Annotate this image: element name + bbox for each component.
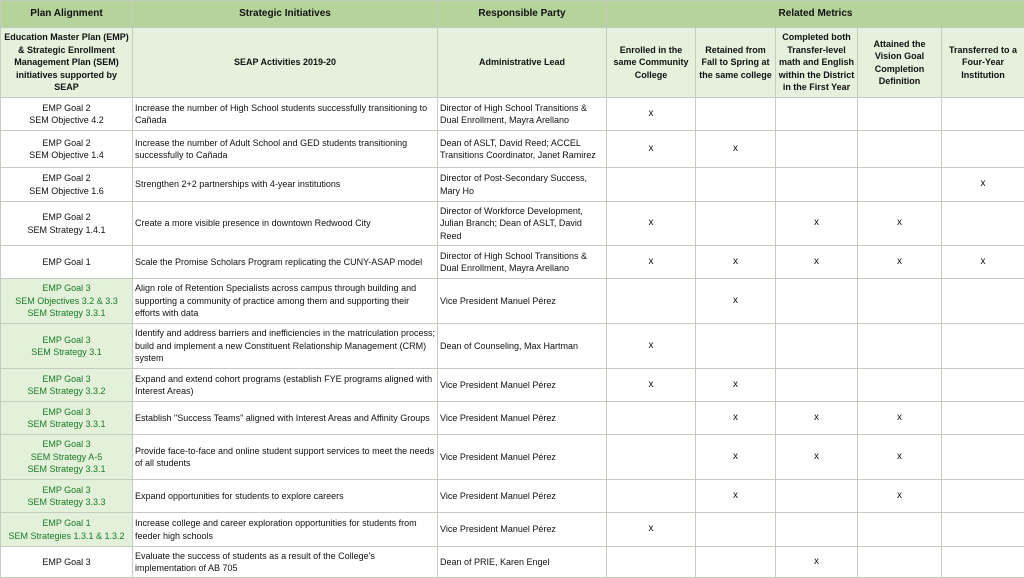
plan-line: EMP Goal 3 xyxy=(3,282,130,295)
metric-cell xyxy=(858,98,942,131)
plan-line: EMP Goal 1 xyxy=(3,256,130,269)
metric-cell: x xyxy=(858,435,942,480)
activity-cell: Scale the Promise Scholars Program replicating the CUNY-ASAP model xyxy=(133,246,438,279)
metric-cell: x xyxy=(607,324,696,369)
metric-cell xyxy=(696,98,776,131)
metric-cell: x xyxy=(942,246,1024,279)
plan-line: EMP Goal 3 xyxy=(3,438,130,451)
table-row xyxy=(1,547,1024,578)
plan-cell xyxy=(1,513,133,547)
metric-cell: x xyxy=(607,513,696,547)
plan-cell xyxy=(1,279,133,324)
metric-cell xyxy=(942,324,1024,369)
table-row xyxy=(1,168,1024,202)
party-cell: Vice President Manuel Pérez xyxy=(438,279,607,324)
plan-cell xyxy=(1,246,133,279)
strategic-initiatives-header: Strategic Initiatives xyxy=(133,1,438,28)
plan-cell xyxy=(1,98,133,131)
plan-line: SEM Objectives 3.2 & 3.3 xyxy=(3,295,130,308)
metric-cell: x xyxy=(858,246,942,279)
metric-cell: x xyxy=(776,246,858,279)
metric-cell xyxy=(942,369,1024,402)
plan-line: SEM Strategies 1.3.1 & 1.3.2 xyxy=(3,530,130,543)
plan-cell xyxy=(1,369,133,402)
activity-cell: Increase college and career exploration opportunities for students from feeder high schools xyxy=(133,513,438,547)
activity-cell: Expand and extend cohort programs (establish FYE programs aligned with Interest Areas) xyxy=(133,369,438,402)
table-row xyxy=(1,246,1024,279)
metric-cell: x xyxy=(696,246,776,279)
activity-cell: Increase the number of High School students successfully transitioning to Cañada xyxy=(133,98,438,131)
metric-cell: x xyxy=(696,480,776,513)
party-cell: Dean of PRIE, Karen Engel xyxy=(438,547,607,578)
plan-cell xyxy=(1,402,133,435)
lead-subheader: Administrative Lead xyxy=(438,28,607,98)
party-cell: Director of Post-Secondary Success, Mary Ho xyxy=(438,168,607,202)
metric-cell xyxy=(776,98,858,131)
plan-line: EMP Goal 3 xyxy=(3,334,130,347)
plan-line: SEM Objective 1.6 xyxy=(3,185,130,198)
metric-cell xyxy=(607,480,696,513)
metric-cell: x xyxy=(696,402,776,435)
plan-line: SEM Strategy A-5 xyxy=(3,451,130,464)
activity-cell: Evaluate the success of students as a result of the College's implementation of AB 705 xyxy=(133,547,438,578)
metric-cell xyxy=(607,435,696,480)
party-cell: Dean of Counseling, Max Hartman xyxy=(438,324,607,369)
table-row xyxy=(1,131,1024,168)
metric-cell xyxy=(607,168,696,202)
party-cell: Vice President Manuel Pérez xyxy=(438,480,607,513)
metric-cell: x xyxy=(942,168,1024,202)
table-row xyxy=(1,513,1024,547)
table-row xyxy=(1,202,1024,246)
metric-cell xyxy=(942,480,1024,513)
table-row xyxy=(1,324,1024,369)
metric-cell xyxy=(607,402,696,435)
metric-cell xyxy=(858,279,942,324)
party-cell: Dean of ASLT, David Reed; ACCEL Transitions Coordinator, Janet Ramirez xyxy=(438,131,607,168)
activity-cell: Establish "Success Teams" aligned with Interest Areas and Affinity Groups xyxy=(133,402,438,435)
metric-cell xyxy=(776,480,858,513)
metric-cell xyxy=(858,324,942,369)
table-row xyxy=(1,98,1024,131)
metric-transferred-header: Transferred to a Four-Year Institution xyxy=(942,28,1024,98)
metric-cell: x xyxy=(607,246,696,279)
party-cell: Director of High School Transitions & Dual Enrollment, Mayra Arellano xyxy=(438,98,607,131)
metric-cell xyxy=(858,547,942,578)
metric-cell xyxy=(858,168,942,202)
plan-line: EMP Goal 3 xyxy=(3,373,130,386)
metric-cell xyxy=(607,279,696,324)
plan-line: SEM Strategy 3.1 xyxy=(3,346,130,359)
metric-cell: x xyxy=(696,131,776,168)
plan-alignment-header: Plan Alignment xyxy=(1,1,133,28)
plan-cell xyxy=(1,131,133,168)
plan-cell xyxy=(1,480,133,513)
metric-cell: x xyxy=(696,435,776,480)
metric-cell xyxy=(776,369,858,402)
plan-line: SEM Objective 4.2 xyxy=(3,114,130,127)
metric-cell xyxy=(607,547,696,578)
metric-cell: x xyxy=(607,202,696,246)
metric-retained-header: Retained from Fall to Spring at the same college xyxy=(696,28,776,98)
metric-cell xyxy=(942,402,1024,435)
metric-cell xyxy=(858,369,942,402)
metric-cell xyxy=(942,131,1024,168)
header-group-row xyxy=(1,1,1024,28)
activity-cell: Strengthen 2+2 partnerships with 4-year institutions xyxy=(133,168,438,202)
activity-cell: Increase the number of Adult School and GED students transitioning successfully to Cañada xyxy=(133,131,438,168)
activity-cell: Identify and address barriers and inefficiencies in the matriculation process; build and implement a new Constituent Relationship Management (CRM) system xyxy=(133,324,438,369)
metric-cell xyxy=(942,202,1024,246)
plan-subheader: Education Master Plan (EMP) & Strategic Enrollment Management Plan (SEM) initiatives supported by SEAP xyxy=(1,28,133,98)
metric-cell xyxy=(942,547,1024,578)
party-cell: Director of High School Transitions & Dual Enrollment, Mayra Arellano xyxy=(438,246,607,279)
metric-cell: x xyxy=(858,480,942,513)
metric-cell xyxy=(696,513,776,547)
metric-cell xyxy=(696,324,776,369)
activity-cell: Expand opportunities for students to explore careers xyxy=(133,480,438,513)
metric-cell xyxy=(942,98,1024,131)
plan-line: SEM Strategy 3.3.3 xyxy=(3,496,130,509)
plan-line: SEM Objective 1.4 xyxy=(3,149,130,162)
metric-cell: x xyxy=(607,131,696,168)
responsible-party-header: Responsible Party xyxy=(438,1,607,28)
plan-line: SEM Strategy 1.4.1 xyxy=(3,224,130,237)
metric-cell xyxy=(942,435,1024,480)
plan-line: EMP Goal 3 xyxy=(3,406,130,419)
activity-cell: Provide face-to-face and online student support services to meet the needs of all students xyxy=(133,435,438,480)
plan-cell xyxy=(1,202,133,246)
metric-enrolled-header: Enrolled in the same Community College xyxy=(607,28,696,98)
subheader-row xyxy=(1,28,1024,98)
metric-cell: x xyxy=(858,402,942,435)
activity-cell: Align role of Retention Specialists across campus through building and supporting a community of practice among them and supporting their efforts with data xyxy=(133,279,438,324)
plan-cell xyxy=(1,324,133,369)
plan-cell xyxy=(1,435,133,480)
metric-cell: x xyxy=(776,435,858,480)
table-row xyxy=(1,402,1024,435)
metric-cell xyxy=(696,547,776,578)
metric-cell xyxy=(776,324,858,369)
plan-line: EMP Goal 2 xyxy=(3,211,130,224)
metric-cell xyxy=(942,513,1024,547)
metric-cell: x xyxy=(776,402,858,435)
plan-line: EMP Goal 2 xyxy=(3,137,130,150)
plan-line: EMP Goal 2 xyxy=(3,172,130,185)
activity-cell: Create a more visible presence in downtown Redwood City xyxy=(133,202,438,246)
metric-cell xyxy=(776,131,858,168)
plan-line: EMP Goal 1 xyxy=(3,517,130,530)
metric-cell xyxy=(942,279,1024,324)
plan-line: EMP Goal 3 xyxy=(3,484,130,497)
table-row xyxy=(1,480,1024,513)
metric-cell: x xyxy=(776,547,858,578)
metric-cell xyxy=(858,131,942,168)
table-row xyxy=(1,279,1024,324)
metric-cell xyxy=(696,202,776,246)
party-cell: Director of Workforce Development, Julian Branch; Dean of ASLT, David Reed xyxy=(438,202,607,246)
metric-cell xyxy=(776,279,858,324)
plan-line: SEM Strategy 3.3.1 xyxy=(3,307,130,320)
metric-vision-goal-header: Attained the Vision Goal Completion Definition xyxy=(858,28,942,98)
metric-cell xyxy=(776,168,858,202)
plan-line: SEM Strategy 3.3.1 xyxy=(3,463,130,476)
metric-transfer-level-header: Completed both Transfer-level math and English within the District in the First Year xyxy=(776,28,858,98)
metric-cell: x xyxy=(607,369,696,402)
metric-cell xyxy=(776,513,858,547)
metric-cell: x xyxy=(776,202,858,246)
table-row xyxy=(1,369,1024,402)
related-metrics-header: Related Metrics xyxy=(607,1,1024,28)
party-cell: Vice President Manuel Pérez xyxy=(438,513,607,547)
plan-cell xyxy=(1,168,133,202)
metric-cell xyxy=(858,513,942,547)
metric-cell: x xyxy=(696,279,776,324)
party-cell: Vice President Manuel Pérez xyxy=(438,369,607,402)
plan-line: SEM Strategy 3.3.2 xyxy=(3,385,130,398)
metric-cell xyxy=(696,168,776,202)
metric-cell: x xyxy=(696,369,776,402)
table-row xyxy=(1,435,1024,480)
plan-cell xyxy=(1,547,133,578)
metric-cell: x xyxy=(858,202,942,246)
party-cell: Vice President Manuel Pérez xyxy=(438,402,607,435)
activities-subheader: SEAP Activities 2019-20 xyxy=(133,28,438,98)
plan-line: EMP Goal 3 xyxy=(3,556,130,569)
metric-cell: x xyxy=(607,98,696,131)
party-cell: Vice President Manuel Pérez xyxy=(438,435,607,480)
plan-line: EMP Goal 2 xyxy=(3,102,130,115)
plan-line: SEM Strategy 3.3.1 xyxy=(3,418,130,431)
